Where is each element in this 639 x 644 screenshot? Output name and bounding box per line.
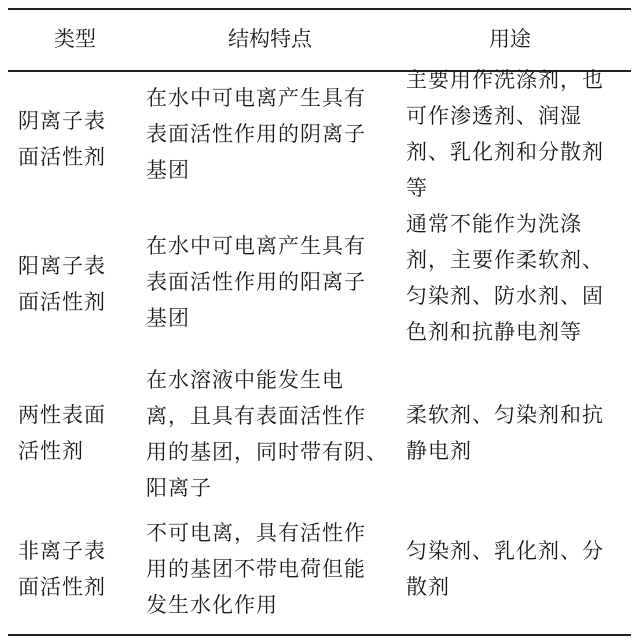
row-2-use <box>406 206 632 350</box>
table-top-rule <box>8 8 631 10</box>
row-3-type-line: 活性剂 <box>18 439 84 463</box>
row-3-structure-line: 阳离子 <box>146 476 212 500</box>
row-3-type <box>18 397 138 469</box>
row-3-use <box>406 397 632 469</box>
row-2-structure-line: 在水中可电离产生具有 <box>146 234 366 258</box>
row-1-structure-line: 表面活性作用的阴离子 <box>146 122 366 146</box>
row-2-type-line: 面活性剂 <box>18 290 106 314</box>
row-4-structure-line: 用的基团不带电荷但能 <box>146 557 366 581</box>
row-3-structure-line: 在水溶液中能发生电 <box>146 368 344 392</box>
row-4-use <box>406 533 632 605</box>
row-4-structure-line: 不可电离，具有活性作 <box>146 521 366 545</box>
row-2-structure-line: 基团 <box>146 306 190 330</box>
row-1-use-line: 主要用作洗涤剂，也 <box>406 68 604 92</box>
header-use: 用途 <box>489 27 531 51</box>
row-3-use-line: 柔软剂、匀染剂和抗 <box>406 403 604 427</box>
row-3-use-line: 静电剂 <box>406 439 472 463</box>
row-1-type-line: 阴离子表 <box>18 109 106 133</box>
row-3-structure-line: 离，且具有表面活性作 <box>146 404 366 428</box>
row-3-type-line: 两性表面 <box>18 403 106 427</box>
row-4-use-line: 匀染剂、乳化剂、分 <box>406 539 604 563</box>
row-3-structure <box>146 362 396 506</box>
row-3-structure-line: 用的基团，同时带有阴、 <box>146 440 388 464</box>
header-structure: 结构特点 <box>228 27 312 51</box>
row-1-type <box>18 103 138 175</box>
row-2-use-line: 通常不能作为洗涤 <box>406 212 582 236</box>
row-4-type-line: 面活性剂 <box>18 575 106 599</box>
row-1-structure-line: 在水中可电离产生具有 <box>146 86 366 110</box>
row-1-type-line: 面活性剂 <box>18 145 106 169</box>
row-2-use-line: 剂，主要作柔软剂、 <box>406 248 604 272</box>
row-2-structure-line: 表面活性作用的阳离子 <box>146 270 366 294</box>
row-4-type-line: 非离子表 <box>18 539 106 563</box>
row-4-structure-line: 发生水化作用 <box>146 593 278 617</box>
row-1-use-line: 等 <box>406 176 428 200</box>
row-1-structure-line: 基团 <box>146 158 190 182</box>
row-2-type <box>18 248 138 320</box>
row-4-use-line: 散剂 <box>406 575 450 599</box>
table-bottom-rule <box>8 634 631 636</box>
row-1-structure <box>146 80 396 188</box>
row-1-use-line: 可作渗透剂、润湿 <box>406 104 582 128</box>
row-4-structure <box>146 515 396 623</box>
row-2-type-line: 阳离子表 <box>18 254 106 278</box>
row-2-structure <box>146 228 396 336</box>
header-type: 类型 <box>54 27 96 51</box>
row-1-use <box>406 62 632 206</box>
row-4-type <box>18 533 138 605</box>
row-1-use-line: 剂、乳化剂和分散剂 <box>406 140 604 164</box>
row-2-use-line: 匀染剂、防水剂、固 <box>406 284 604 308</box>
row-2-use-line: 色剂和抗静电剂等 <box>406 320 582 344</box>
